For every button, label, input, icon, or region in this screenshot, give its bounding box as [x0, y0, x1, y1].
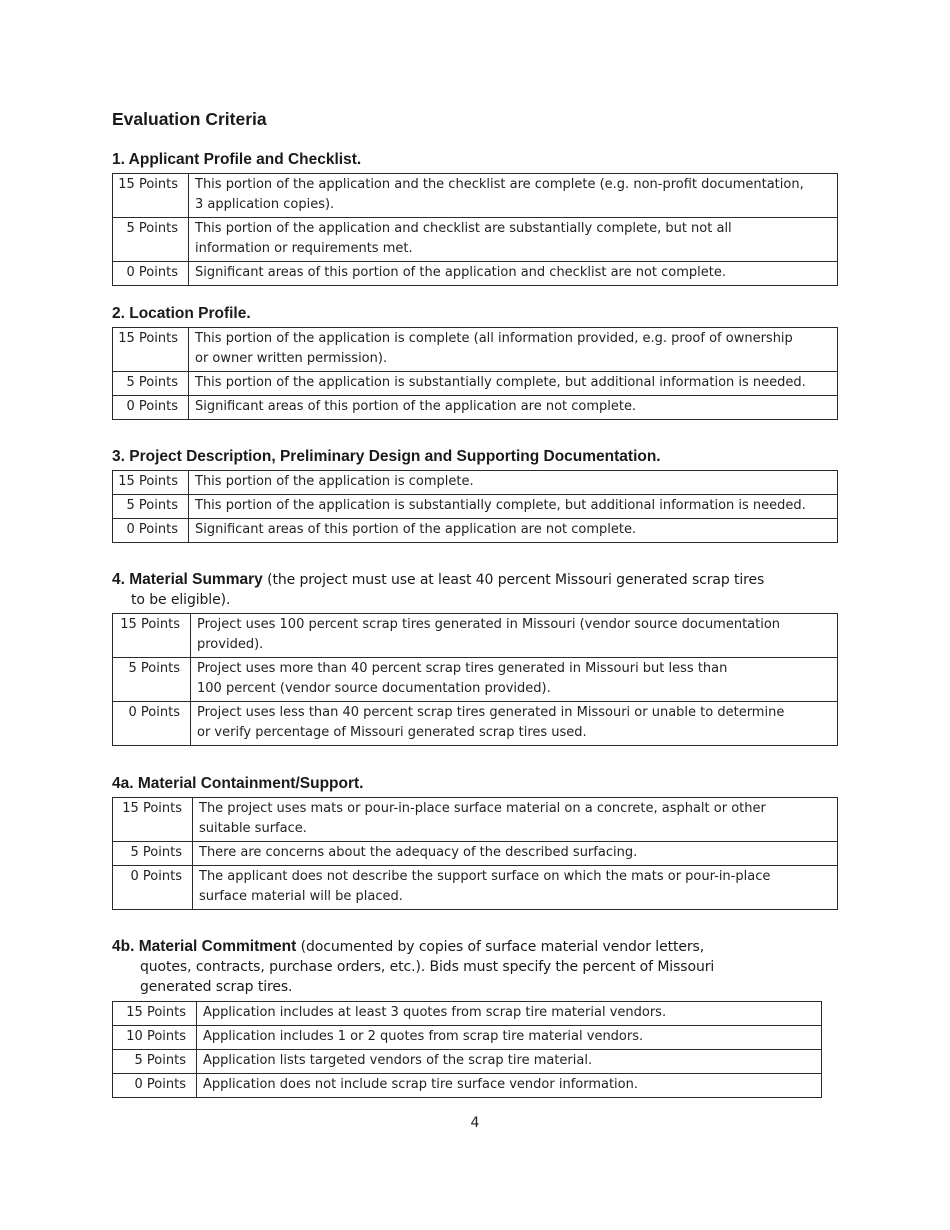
description-cell: Project uses 100 percent scrap tires generated in Missouri (vendor source documentation provided). [191, 614, 838, 658]
table-row [113, 1050, 822, 1074]
table-row [113, 842, 838, 866]
section-heading: 1. Applicant Profile and Checklist. [112, 151, 362, 168]
description-cell: Project uses less than 40 percent scrap tires generated in Missouri or unable to determine or verify percentage of Missouri generated scrap tires used. [191, 702, 838, 746]
description-cell: This portion of the application and the checklist are complete (e.g. non-profit documentation, 3 application copies). [189, 174, 838, 218]
points-cell: 5 Points [113, 372, 189, 396]
table-row [113, 174, 838, 218]
points-cell: 15 Points [113, 174, 189, 218]
description-cell: Significant areas of this portion of the application and checklist are not complete. [189, 262, 838, 286]
section-heading: 4a. Material Containment/Support. [112, 775, 364, 792]
criteria-table [112, 470, 838, 543]
table-row [113, 471, 838, 495]
table-row [113, 519, 838, 543]
table-row [113, 218, 838, 262]
description-cell: This portion of the application and checklist are substantially complete, but not all information or requirements met. [189, 218, 838, 262]
points-cell: 0 Points [113, 519, 189, 543]
points-cell: 15 Points [113, 614, 191, 658]
criteria-table [112, 173, 838, 286]
section-heading: 4. Material Summary (the project must use at least 40 percent Missouri generated scrap tires to be eligible). [112, 571, 765, 608]
table-row [113, 798, 838, 842]
points-cell: 0 Points [113, 262, 189, 286]
description-cell: This portion of the application is substantially complete, but additional information is needed. [189, 372, 838, 396]
description-cell: The project uses mats or pour-in-place surface material on a concrete, asphalt or other suitable surface. [193, 798, 838, 842]
description-cell: Significant areas of this portion of the application are not complete. [189, 519, 838, 543]
table-row [113, 495, 838, 519]
description-cell: This portion of the application is substantially complete, but additional information is needed. [189, 495, 838, 519]
description-cell: Application does not include scrap tire surface vendor information. [197, 1074, 822, 1098]
description-cell: Application includes at least 3 quotes from scrap tire material vendors. [197, 1002, 822, 1026]
description-cell: This portion of the application is complete (all information provided, e.g. proof of ownership or owner written permission). [189, 328, 838, 372]
page-number: 4 [470, 1115, 480, 1131]
table-row [113, 866, 838, 910]
table-row [113, 328, 838, 372]
points-cell: 5 Points [113, 495, 189, 519]
section-heading: 2. Location Profile. [112, 305, 251, 322]
section-heading: 4b. Material Commitment (documented by copies of surface material vendor letters, quotes, contracts, purchase orders, etc.). Bids must specify the percent of Missouri generated scrap tires. [112, 938, 715, 995]
table-row [113, 262, 838, 286]
points-cell: 15 Points [113, 798, 193, 842]
points-cell: 0 Points [113, 396, 189, 420]
points-cell: 0 Points [113, 1074, 197, 1098]
points-cell: 15 Points [113, 471, 189, 495]
points-cell: 10 Points [113, 1026, 197, 1050]
criteria-table [112, 613, 838, 746]
points-cell: 5 Points [113, 842, 193, 866]
table-row [113, 658, 838, 702]
criteria-table [112, 327, 838, 420]
table-row [113, 614, 838, 658]
table-row [113, 1074, 822, 1098]
page-title: Evaluation Criteria [112, 109, 267, 129]
table-row [113, 1026, 822, 1050]
description-cell: Project uses more than 40 percent scrap tires generated in Missouri but less than 100 percent (vendor source documentation provided). [191, 658, 838, 702]
points-cell: 0 Points [113, 866, 193, 910]
description-cell: Application lists targeted vendors of the scrap tire material. [197, 1050, 822, 1074]
table-row [113, 372, 838, 396]
description-cell: Application includes 1 or 2 quotes from scrap tire material vendors. [197, 1026, 822, 1050]
description-cell: Significant areas of this portion of the application are not complete. [189, 396, 838, 420]
table-row [113, 1002, 822, 1026]
criteria-table [112, 1001, 822, 1098]
section-heading: 3. Project Description, Preliminary Design and Supporting Documentation. [112, 448, 661, 465]
points-cell: 15 Points [113, 328, 189, 372]
points-cell: 0 Points [113, 702, 191, 746]
table-row [113, 702, 838, 746]
description-cell: This portion of the application is complete. [189, 471, 838, 495]
points-cell: 5 Points [113, 218, 189, 262]
description-cell: There are concerns about the adequacy of the described surfacing. [193, 842, 838, 866]
points-cell: 15 Points [113, 1002, 197, 1026]
criteria-table [112, 797, 838, 910]
description-cell: The applicant does not describe the support surface on which the mats or pour-in-place surface material will be placed. [193, 866, 838, 910]
points-cell: 5 Points [113, 658, 191, 702]
table-row [113, 396, 838, 420]
points-cell: 5 Points [113, 1050, 197, 1074]
